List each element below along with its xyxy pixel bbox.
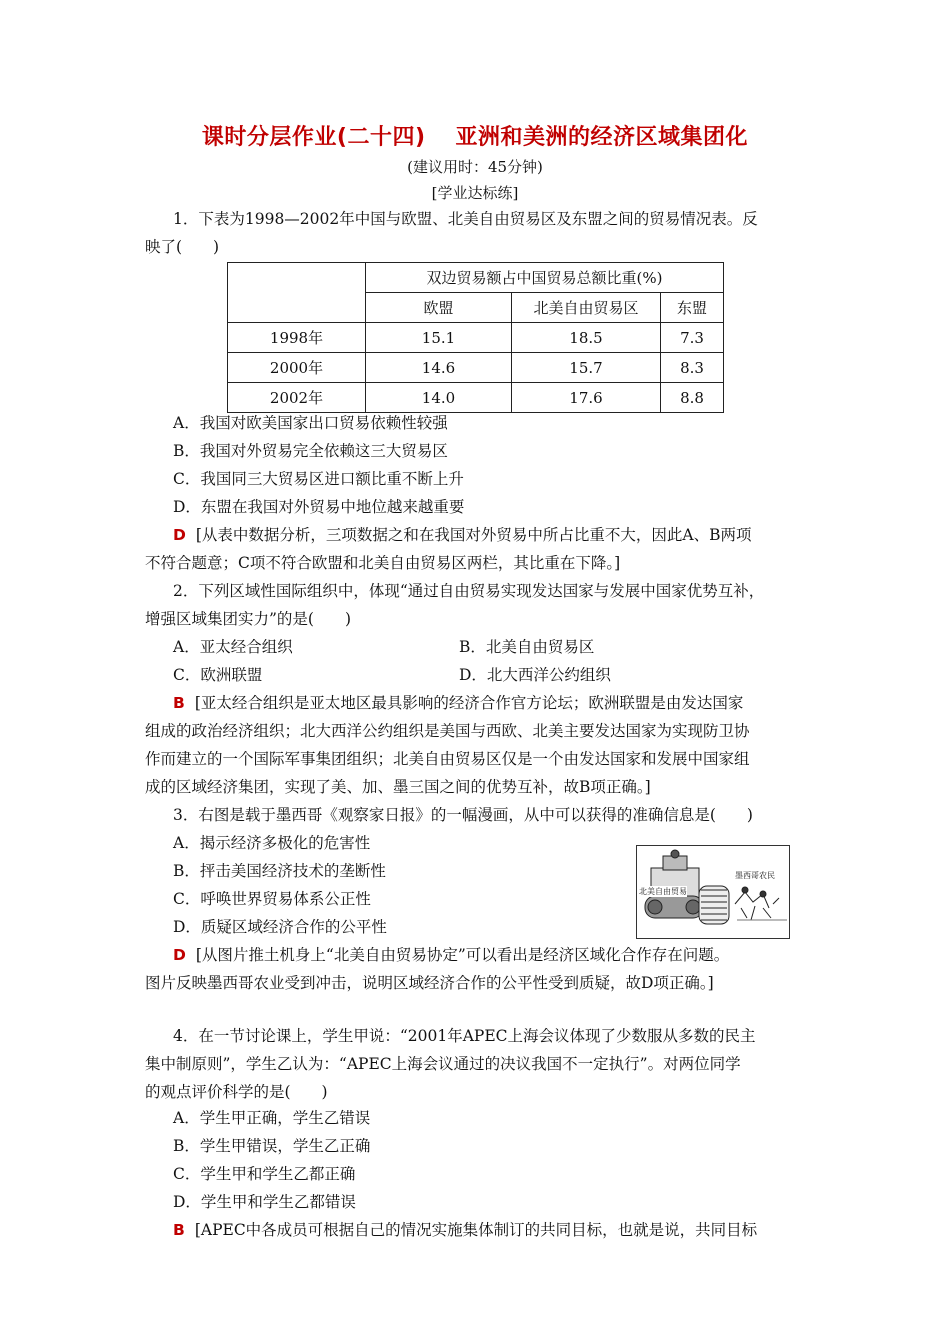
q1-explanation-line1: D [从表中数据分析，三项数据之和在我国对外贸易中所占比重不大，因此A、B两项	[173, 526, 752, 544]
table-col-header: 欧盟	[366, 293, 512, 323]
q4-option-a: A．学生甲正确，学生乙错误	[173, 1109, 371, 1127]
table-cell: 14.0	[366, 383, 512, 413]
section-heading: [学业达标练]	[431, 184, 519, 202]
bulldozer-cartoon-image	[636, 845, 790, 939]
title-sub: 亚洲和美洲的经济区域集团化	[455, 125, 749, 150]
q1-stem-line2: 映了( )	[145, 238, 220, 256]
q1-option-b: B．我国对外贸易完全依赖这三大贸易区	[173, 442, 448, 460]
q3-option-b: B．抨击美国经济技术的垄断性	[173, 862, 386, 880]
cartoon-label-farmers: 墨西哥农民	[735, 871, 775, 880]
table-cell: 15.7	[512, 353, 661, 383]
table-cell: 18.5	[512, 323, 661, 353]
q4-option-d: D．学生甲和学生乙都错误	[173, 1193, 356, 1211]
q2-option-d: D．北大西洋公约组织	[459, 666, 611, 684]
time-hint: (建议用时：45分钟)	[407, 158, 543, 176]
q2-stem-line1: 2．下列区域性国际组织中，体现“通过自由贸易实现发达国家与发展中国家优势互补，	[173, 582, 765, 600]
table-header-top: 双边贸易额占中国贸易总额比重(%)	[366, 263, 724, 293]
table-row	[228, 353, 724, 383]
table-cell: 8.3	[661, 353, 724, 383]
table-col-header: 北美自由贸易区	[512, 293, 661, 323]
q4-explanation-line1: B [APEC中各成员可根据自己的情况实施集体制订的共同目标，也就是说，共同目标	[173, 1221, 758, 1239]
q1-option-a: A．我国对欧美国家出口贸易依赖性较强	[173, 414, 448, 432]
q2-explanation-line2: 组成的政治经济组织；北大西洋公约组织是美国与西欧、北美主要发达国家为实现防卫协	[145, 722, 750, 740]
cartoon-label-nafta: 北美自由贸易	[639, 887, 687, 896]
q4-stem-line3: 的观点评价科学的是( )	[145, 1083, 328, 1101]
q3-option-c: C．呼唤世界贸易体系公正性	[173, 890, 371, 908]
q1-option-d: D．东盟在我国对外贸易中地位越来越重要	[173, 498, 465, 516]
q2-answer: B	[173, 694, 185, 712]
table-cell: 8.8	[661, 383, 724, 413]
q4-option-c: C．学生甲和学生乙都正确	[173, 1165, 356, 1183]
q4-option-b: B．学生甲错误，学生乙正确	[173, 1137, 371, 1155]
q3-stem: 3．右图是载于墨西哥《观察家日报》的一幅漫画，从中可以获得的准确信息是( )	[173, 806, 753, 824]
q4-stem-line1: 4．在一节讨论课上，学生甲说：“2001年APEC上海会议体现了少数服从多数的民主	[173, 1027, 756, 1045]
q2-option-a: A．亚太经合组织	[173, 638, 293, 656]
q2-options-row1	[173, 633, 843, 661]
table-corner-cell	[228, 263, 366, 323]
q2-option-b: B．北美自由贸易区	[459, 638, 595, 656]
table-cell-year: 1998年	[228, 323, 366, 353]
table-row	[228, 323, 724, 353]
q1-explanation-line2: 不符合题意；C项不符合欧盟和北美自由贸易区两栏，其比重在下降。]	[145, 554, 621, 572]
trade-table	[227, 262, 724, 413]
table-col-header: 东盟	[661, 293, 724, 323]
page-title	[0, 120, 950, 151]
q3-option-a: A．揭示经济多极化的危害性	[173, 834, 371, 852]
q3-explanation-line2: 图片反映墨西哥农业受到冲击，说明区域经济合作的公平性受到质疑，故D项正确。]	[145, 974, 714, 992]
q2-explanation-line1: B [亚太经合组织是亚太地区最具影响的经济合作官方论坛；欧洲联盟是由发达国家	[173, 694, 744, 712]
table-cell-year: 2000年	[228, 353, 366, 383]
q3-answer: D	[173, 946, 186, 964]
table-cell: 7.3	[661, 323, 724, 353]
q3-explanation-line1: D [从图片推土机身上“北美自由贸易协定”可以看出是经济区域化合作存在问题。	[173, 946, 730, 964]
q1-option-c: C．我国同三大贸易区进口额比重不断上升	[173, 470, 464, 488]
q2-options-row2	[173, 661, 843, 689]
q2-explanation-line4: 成的区域经济集团，实现了美、加、墨三国之间的优势互补，故B项正确。]	[145, 778, 651, 796]
q1-stem-line1: 1．下表为1998—2002年中国与欧盟、北美自由贸易区及东盟之间的贸易情况表。反	[173, 210, 758, 228]
q2-stem-line2: 增强区域集团实力”的是( )	[145, 610, 352, 628]
q2-explanation-line3: 作而建立的一个国际军事集团组织；北美自由贸易区仅是一个由发达国家和发展中国家组	[145, 750, 750, 768]
q4-answer: B	[173, 1221, 185, 1239]
q2-option-c: C．欧洲联盟	[173, 666, 263, 684]
table-row	[228, 383, 724, 413]
table-cell: 17.6	[512, 383, 661, 413]
title-main: 课时分层作业(二十四)	[201, 125, 426, 150]
table-cell: 14.6	[366, 353, 512, 383]
q3-option-d: D．质疑区域经济合作的公平性	[173, 918, 387, 936]
q1-answer: D	[173, 526, 186, 544]
table-cell-year: 2002年	[228, 383, 366, 413]
table-cell: 15.1	[366, 323, 512, 353]
q4-stem-line2: 集中制原则”，学生乙认为：“APEC上海会议通过的决议我国不一定执行”。对两位同学	[145, 1055, 741, 1073]
